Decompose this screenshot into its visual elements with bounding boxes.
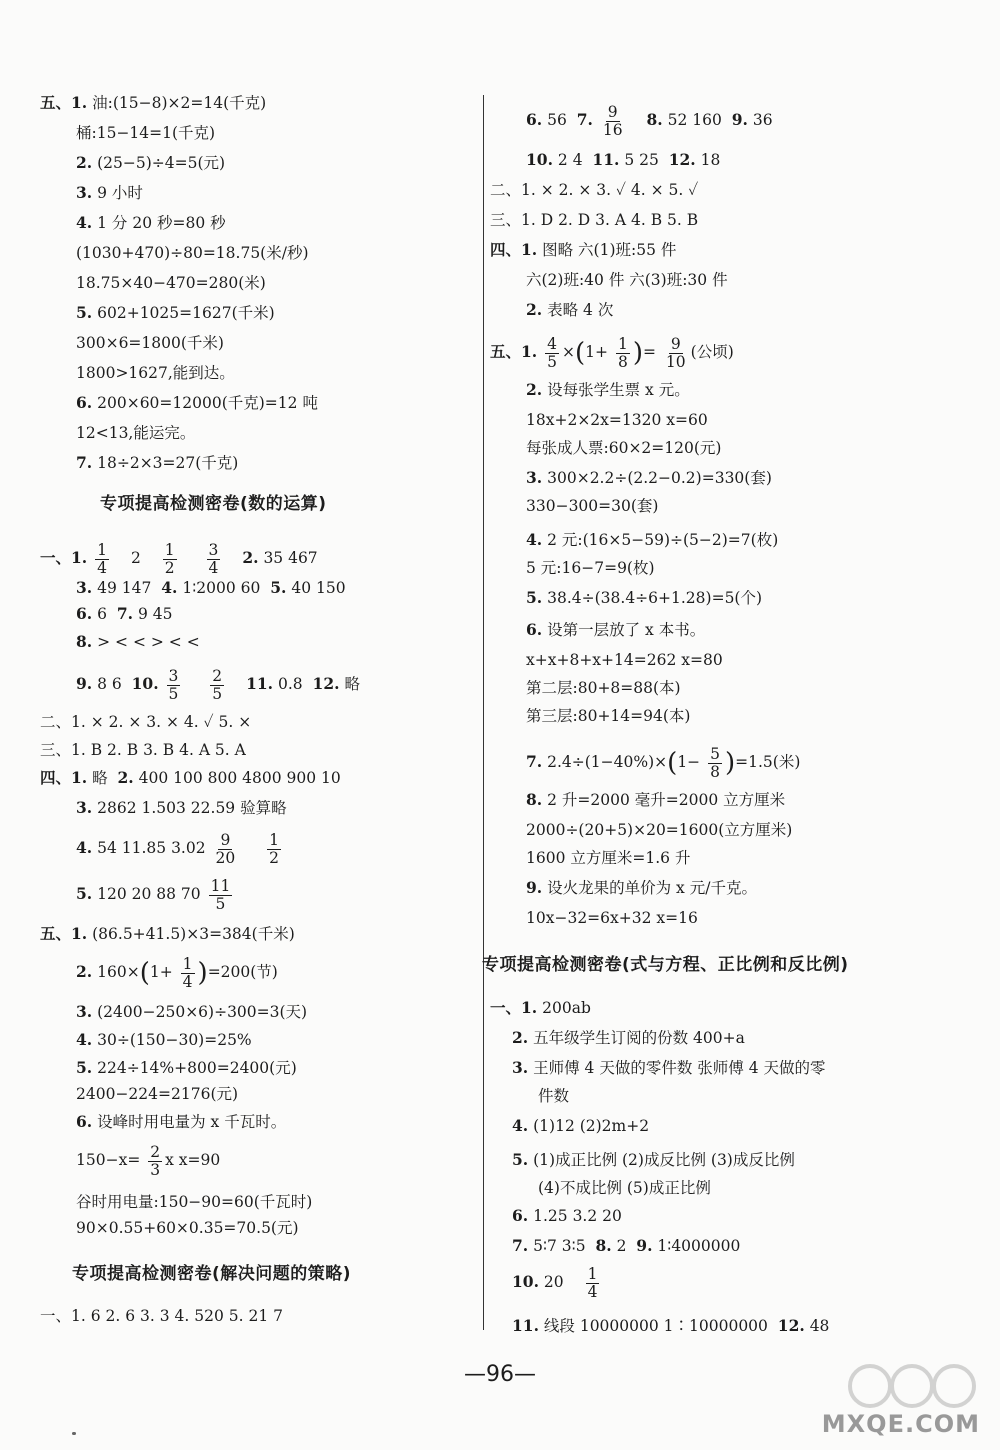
answer-line: 10. 20 $\frac{1}{4}$ [512,1264,598,1301]
fraction: $\frac{3}{5}$ [168,666,179,703]
answer-line: 7. 2.4÷(1−40%)×(1− $\frac{5}{8}$ )=1.5(米) [526,744,801,781]
answer-line: 五、1. $\frac{4}{5}$ ×(1+ $\frac{1}{8}$ )= $\frac{9}{10}$ (公顷) [490,334,734,371]
answer-line: 18.75×40−470=280(米) [76,274,266,292]
fraction: $\frac{1}{2}$ [269,830,280,867]
answer-line: 7. 5∶7 3∶5 8. 2 9. 1∶4000000 [512,1236,741,1255]
answer-line: 90×0.55+60×0.35=70.5(元) [76,1219,299,1237]
answer-line: 件数 [538,1087,570,1105]
answer-line: 5. 602+1025=1627(千米) [76,303,275,322]
answer-line: 第二层:80+8=88(本) [526,679,681,697]
fraction: $\frac{4}{5}$ [547,334,557,371]
answer-line: 4. 30÷(150−30)=25% [76,1030,252,1049]
answer-line: 一、1. $\frac{1}{4}$ 2 $\frac{1}{2}$ $\frac{3}{4}$ 2. 35 467 [40,540,318,577]
column-divider [483,95,484,1330]
answer-line: 6. 6 7. 9 45 [76,604,173,623]
answer-line: 六(2)班:40 件 六(3)班:30 件 [526,271,728,289]
fraction: $\frac{1}{4}$ [587,1264,598,1301]
answer-line: 6. 设第一层放了 x 本书。 [526,620,706,639]
answer-line: 2. 表略 4 次 [526,300,614,319]
answer-line: 3. 49 147 4. 1∶2000 60 5. 40 150 [76,578,346,597]
answer-line: 五、1. (86.5+41.5)×3=384(千米) [40,924,295,943]
answer-line: 4. (1)12 (2)2m+2 [512,1116,650,1135]
answer-line: 四、1. 图略 六(1)班:55 件 [490,240,677,259]
answer-line: 第三层:80+14=94(本) [526,707,691,725]
answer-line: 5. 120 20 88 70 $\frac{11}{5}$ [76,876,231,913]
answer-line: 一、1. 6 2. 6 3. 3 4. 520 5. 21 7 [40,1307,283,1325]
answer-line: 一、1. 200ab [490,998,591,1017]
answer-line: 18x+2×2x=1320 x=60 [526,411,708,429]
answer-line: (1030+470)÷80=18.75(米/秒) [76,244,309,262]
answer-line: 6. 设峰时用电量为 x 千瓦时。 [76,1112,287,1131]
answer-line: (4)不成比例 (5)成正比例 [538,1179,711,1197]
answer-line: 9. 8 6 10. $\frac{3}{5}$ $\frac{2}{5}$ 11. 0.8 12. 略 [76,666,360,703]
fraction: $\frac{9}{16}$ [602,102,623,139]
answer-line: 10x−32=6x+32 x=16 [526,909,698,927]
answer-line: 11. 线段 10000000 1∶10000000 12. 48 [512,1316,830,1335]
answer-line: 5. 224÷14%+800=2400(元) [76,1058,297,1077]
answer-line: 5. 38.4÷(38.4÷6+1.28)=5(个) [526,588,763,607]
answer-line: 1800>1627,能到达。 [76,364,235,382]
answer-line: 4. 54 11.85 3.02 $\frac{9}{20}$ $\frac{1}{2}$ [76,830,280,867]
answer-line: 330−300=30(套) [526,497,659,515]
answer-line: 7. 18÷2×3=27(千克) [76,453,239,472]
answer-line: 9. 设火龙果的单价为 x 元/千克。 [526,878,757,897]
answer-line: 8. > < < > < < [76,632,200,651]
fraction: $\frac{1}{4}$ [97,540,107,577]
answer-line: 二、1. × 2. × 3. ✓ 4. × 5. ✓ [490,181,699,199]
scan-speck [72,1432,76,1435]
answer-line: 8. 2 升=2000 毫升=2000 立方厘米 [526,790,786,809]
answer-line: 6. 56 7. $\frac{9}{16}$ 8. 52 160 9. 36 [526,102,773,139]
answer-line: 300×6=1800(千米) [76,334,224,352]
answer-line: 桶:15−14=1(千克) [76,124,216,142]
answer-line: x+x+8+x+14=262 x=80 [526,651,723,669]
fraction: $\frac{2}{3}$ [150,1142,161,1179]
answer-line: 二、1. × 2. × 3. × 4. ✓ 5. × [40,713,252,731]
answer-line: 6. 200×60=12000(千克)=12 吨 [76,393,318,412]
answer-line: 5 元:16−7=9(枚) [526,559,655,577]
answer-line: 1600 立方厘米=1.6 升 [526,849,691,867]
section-title: 专项提高检测密卷(解决问题的策略) [72,1264,352,1284]
answer-line: 3. 王师傅 4 天做的零件数 张师傅 4 天做的零 [512,1058,826,1077]
page-number: —96— [464,1362,536,1387]
answer-line: 4. 1 分 20 秒=80 秒 [76,213,226,232]
answer-line: 谷时用电量:150−90=60(千瓦时) [76,1193,313,1211]
fraction: $\frac{1}{2}$ [164,540,175,577]
answer-line: 5. (1)成正比例 (2)成反比例 (3)成反比例 [512,1150,795,1169]
answer-line: 3. 2862 1.503 22.59 验算略 [76,798,287,817]
answer-line: 3. 300×2.2÷(2.2−0.2)=330(套) [526,468,772,487]
fraction: $\frac{5}{8}$ [710,744,720,781]
watermark-text: MXQE.COM [821,1410,980,1438]
answer-line: 6. 1.25 3.2 20 [512,1206,622,1225]
fraction: $\frac{11}{5}$ [210,876,231,913]
answer-line: 2000÷(20+5)×20=1600(立方厘米) [526,821,793,839]
answer-line: 2400−224=2176(元) [76,1085,239,1103]
answer-line: 2. 五年级学生订阅的份数 400+a [512,1028,745,1047]
fraction: $\frac{9}{10}$ [665,334,686,371]
answer-line: 2. 设每张学生票 x 元。 [526,380,690,399]
fraction: $\frac{1}{4}$ [182,954,193,991]
answer-line: 2. 160×(1+ $\frac{1}{4}$ )=200(节) [76,954,278,991]
fraction: $\frac{1}{8}$ [617,334,628,371]
answer-line: 三、1. B 2. B 3. B 4. A 5. A [40,741,246,759]
answer-line: 每张成人票:60×2=120(元) [526,439,722,457]
answer-line: 10. 2 4 11. 5 25 12. 18 [526,150,721,169]
answer-line: 2. (25−5)÷4=5(元) [76,153,226,172]
answer-line: 4. 2 元:(16×5−59)÷(5−2)=7(枚) [526,530,779,549]
fraction: $\frac{3}{4}$ [208,540,219,577]
answer-line: 四、1. 略 2. 400 100 800 4800 900 10 [40,768,341,787]
answer-line: 三、1. D 2. D 3. A 4. B 5. B [490,211,699,229]
answer-line: 3. (2400−250×6)÷300=3(天) [76,1002,308,1021]
section-title: 专项提高检测密卷(式与方程、正比例和反比例) [482,955,849,975]
answer-line: 150−x= $\frac{2}{3}$ x x=90 [76,1142,221,1179]
answer-line: 12<13,能运完。 [76,424,196,442]
fraction: $\frac{2}{5}$ [212,666,223,703]
answer-line: 五、1. 油:(15−8)×2=14(千克) [40,93,267,112]
section-title: 专项提高检测密卷(数的运算) [100,494,327,514]
fraction: $\frac{9}{20}$ [215,830,236,867]
answer-line: 3. 9 小时 [76,183,143,202]
